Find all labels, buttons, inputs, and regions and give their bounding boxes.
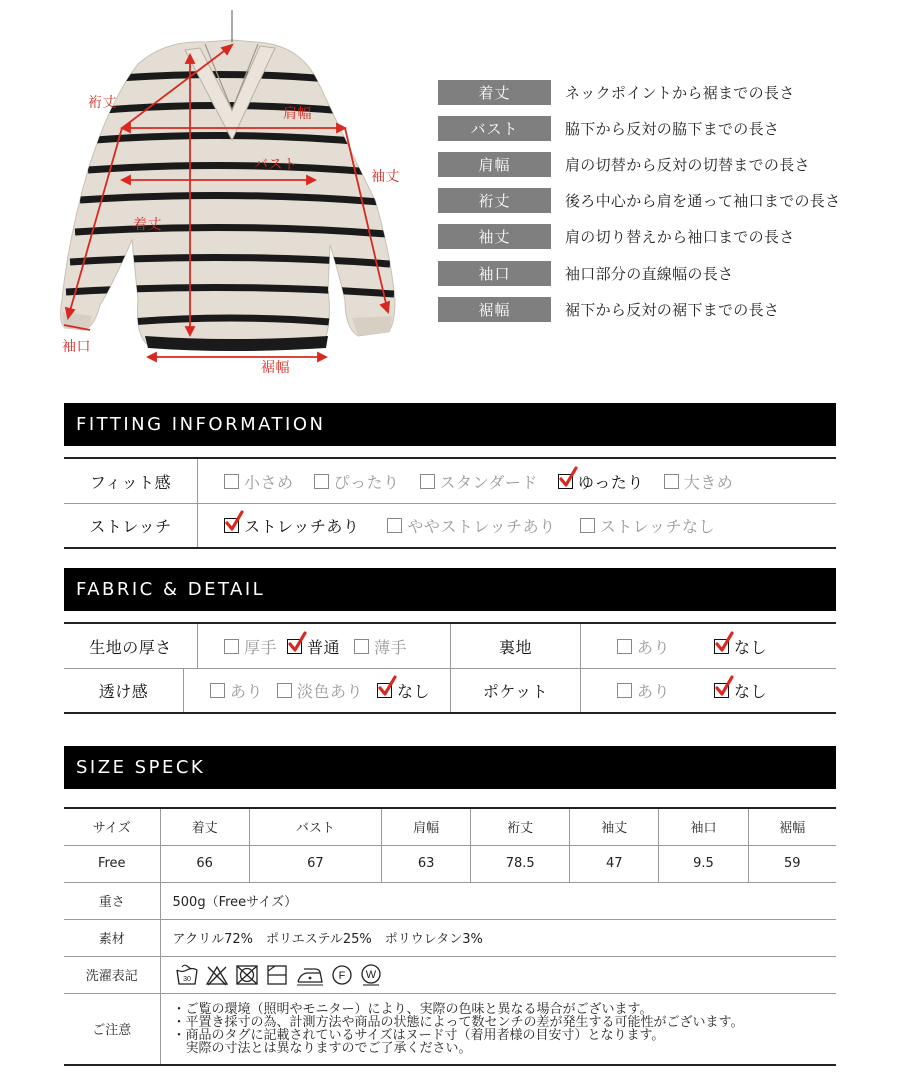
- sheer-option-yes[interactable]: あり: [210, 679, 263, 702]
- notice-line: 実際の寸法とは異なりますのでご了承ください。: [172, 1040, 472, 1056]
- fit-option-loose[interactable]: ゆったり: [558, 470, 644, 493]
- pocket-option-no[interactable]: なし: [714, 679, 767, 702]
- legend-desc: 肩の切替から反対の切替までの長さ: [565, 155, 810, 174]
- legend-desc: 肩の切り替えから袖口までの長さ: [565, 228, 795, 247]
- checkbox-checked[interactable]: [714, 639, 729, 654]
- fit-row: [64, 459, 836, 503]
- legend-row: [438, 74, 878, 110]
- iron-low-icon: [295, 964, 325, 986]
- diagram-label-bust: バスト: [254, 157, 298, 173]
- legend-desc: ネックポイントから裾までの長さ: [565, 83, 795, 102]
- size-cell: 66: [160, 845, 249, 882]
- check-icon: [714, 631, 734, 653]
- measurement-legend: [438, 74, 878, 327]
- thickness-cell: [64, 624, 450, 668]
- stretch-option-slight[interactable]: ややストレッチあり: [387, 514, 555, 537]
- legend-key: 裾幅: [438, 297, 551, 322]
- notice-text: [160, 993, 836, 1065]
- size-cell: 63: [381, 845, 470, 882]
- dry-flat-shade-icon: [265, 964, 289, 986]
- checkbox[interactable]: [580, 518, 595, 533]
- fit-label: フィット感: [64, 459, 198, 503]
- sweater-illustration: [0, 0, 420, 390]
- checkbox[interactable]: [277, 683, 292, 698]
- fabric-row: [64, 668, 836, 712]
- legend-key: 袖丈: [438, 224, 551, 249]
- size-cell: 47: [570, 845, 659, 882]
- weight-value: 500g（Freeサイズ）: [160, 882, 836, 919]
- thickness-options: [198, 624, 450, 668]
- checkbox-checked[interactable]: [377, 683, 392, 698]
- fit-option-standard[interactable]: スタンダード: [420, 470, 538, 493]
- legend-row: [438, 291, 878, 327]
- dry-clean-f-icon: [331, 964, 353, 986]
- size-header-cell: 袖口: [659, 808, 748, 845]
- checkbox-checked[interactable]: [224, 518, 239, 533]
- size-row: [64, 845, 836, 882]
- notice-line: ・平置き採寸の為、計測方法や商品の状態によって数センチの差が発生する可能性がございます。: [172, 1014, 744, 1030]
- size-cell: Free: [64, 845, 160, 882]
- notice-label: ご注意: [64, 993, 160, 1065]
- diagram-label-yuki: 裄丈: [88, 95, 117, 111]
- fabric-detail-header: FABRIC & DETAIL: [64, 568, 836, 611]
- check-icon: [287, 631, 307, 653]
- thickness-option-thick[interactable]: 厚手: [224, 635, 277, 658]
- fitting-information-header: FITTING INFORMATION: [64, 403, 836, 446]
- fabric-table: [64, 622, 836, 714]
- size-header-cell: 裾幅: [748, 808, 836, 845]
- check-icon: [558, 466, 578, 488]
- legend-desc: 後ろ中心から肩を通って袖口までの長さ: [565, 192, 841, 211]
- sheer-options: [184, 669, 450, 712]
- no-bleach-icon: [205, 964, 229, 986]
- legend-key: バスト: [438, 116, 551, 141]
- checkbox[interactable]: [354, 639, 369, 654]
- no-tumble-dry-icon: [235, 964, 259, 986]
- checkbox[interactable]: [420, 474, 435, 489]
- size-header-cell: 裄丈: [471, 808, 570, 845]
- legend-key: 裄丈: [438, 188, 551, 213]
- measurement-diagram: [0, 0, 420, 390]
- hand-wash-30-icon: [175, 964, 199, 986]
- thickness-option-normal[interactable]: 普通: [287, 635, 340, 658]
- checkbox[interactable]: [224, 474, 239, 489]
- wet-clean-w-icon: [359, 963, 383, 987]
- pocket-label: ポケット: [451, 669, 581, 712]
- sheer-option-light-colors[interactable]: 淡色あり: [277, 679, 363, 702]
- size-header-cell: バスト: [249, 808, 381, 845]
- fit-option-large[interactable]: 大きめ: [664, 470, 734, 493]
- size-cell: 78.5: [471, 845, 570, 882]
- size-cell: 9.5: [659, 845, 748, 882]
- sheer-label: 透け感: [64, 669, 184, 712]
- checkbox-checked[interactable]: [714, 683, 729, 698]
- legend-desc: 袖口部分の直線幅の長さ: [565, 264, 734, 283]
- size-header-cell: 肩幅: [381, 808, 470, 845]
- legend-desc: 裾下から反対の裾下までの長さ: [565, 300, 780, 319]
- lining-options: [581, 624, 836, 668]
- checkbox[interactable]: [387, 518, 402, 533]
- diagram-label-hem: 裾幅: [261, 360, 290, 376]
- care-icons-cell: [160, 956, 836, 993]
- pocket-cell: [450, 669, 836, 712]
- checkbox[interactable]: [617, 683, 632, 698]
- fitting-table: [64, 457, 836, 549]
- size-cell: 59: [748, 845, 836, 882]
- material-row: [64, 919, 836, 956]
- checkbox-checked[interactable]: [558, 474, 573, 489]
- lining-option-no[interactable]: なし: [714, 635, 767, 658]
- stretch-option-yes[interactable]: ストレッチあり: [224, 514, 359, 537]
- notice-line: ・ご覧の環境（照明やモニター）により、実際の色味と異なる場合がございます。: [172, 1001, 653, 1017]
- checkbox[interactable]: [210, 683, 225, 698]
- lining-label: 裏地: [451, 624, 581, 668]
- checkbox[interactable]: [224, 639, 239, 654]
- diagram-label-length: 着丈: [133, 217, 162, 233]
- diagram-label-cuff: 袖口: [62, 339, 91, 355]
- fit-options: [198, 459, 836, 503]
- care-icons: [161, 963, 837, 987]
- fit-option-small[interactable]: 小さめ: [224, 470, 294, 493]
- legend-row: [438, 219, 878, 255]
- size-header-cell: 袖丈: [570, 808, 659, 845]
- notice-line: ・商品のタグに記載されているサイズはヌード寸（着用者様の目安寸）となります。: [172, 1027, 665, 1043]
- notice-row: [64, 993, 836, 1065]
- legend-row: [438, 146, 878, 182]
- pocket-options: [581, 669, 836, 712]
- care-row: [64, 956, 836, 993]
- fit-option-snug[interactable]: ぴったり: [314, 470, 400, 493]
- lining-option-yes[interactable]: あり: [617, 635, 670, 658]
- size-header-cell: 着丈: [160, 808, 249, 845]
- legend-row: [438, 110, 878, 146]
- size-cell: 67: [249, 845, 381, 882]
- care-label: 洗濯表記: [64, 956, 160, 993]
- weight-row: [64, 882, 836, 919]
- stretch-option-none[interactable]: ストレッチなし: [580, 514, 715, 537]
- size-table: [64, 807, 836, 1066]
- svg-text:F: F: [338, 969, 345, 982]
- checkbox[interactable]: [617, 639, 632, 654]
- thickness-option-thin[interactable]: 薄手: [354, 635, 407, 658]
- size-spec-header: SIZE SPECK: [64, 746, 836, 789]
- check-icon: [224, 510, 244, 532]
- checkbox-checked[interactable]: [287, 639, 302, 654]
- sheer-option-no[interactable]: なし: [377, 679, 430, 702]
- svg-text:30: 30: [182, 975, 191, 983]
- weight-label: 重さ: [64, 882, 160, 919]
- diagram-label-sleeve: 袖丈: [371, 169, 400, 185]
- legend-key: 着丈: [438, 80, 551, 105]
- checkbox[interactable]: [664, 474, 679, 489]
- checkbox[interactable]: [314, 474, 329, 489]
- check-icon: [377, 675, 397, 697]
- stretch-row: [64, 503, 836, 547]
- legend-row: [438, 255, 878, 291]
- pocket-option-yes[interactable]: あり: [617, 679, 670, 702]
- sheer-cell: [64, 669, 450, 712]
- size-header-cell: サイズ: [64, 808, 160, 845]
- legend-desc: 脇下から反対の脇下までの長さ: [565, 119, 780, 138]
- lining-cell: [450, 624, 836, 668]
- stretch-label: ストレッチ: [64, 504, 198, 547]
- material-label: 素材: [64, 919, 160, 956]
- legend-key: 肩幅: [438, 152, 551, 177]
- size-header-row: [64, 808, 836, 845]
- material-value: アクリル72% ポリエステル25% ポリウレタン3%: [160, 919, 836, 956]
- legend-key: 袖口: [438, 261, 551, 286]
- stretch-options: [198, 504, 836, 547]
- check-icon: [714, 675, 734, 697]
- fabric-row: [64, 624, 836, 668]
- thickness-label: 生地の厚さ: [64, 624, 198, 668]
- legend-row: [438, 183, 878, 219]
- svg-text:W: W: [365, 968, 376, 981]
- diagram-label-shoulder: 肩幅: [283, 106, 312, 122]
